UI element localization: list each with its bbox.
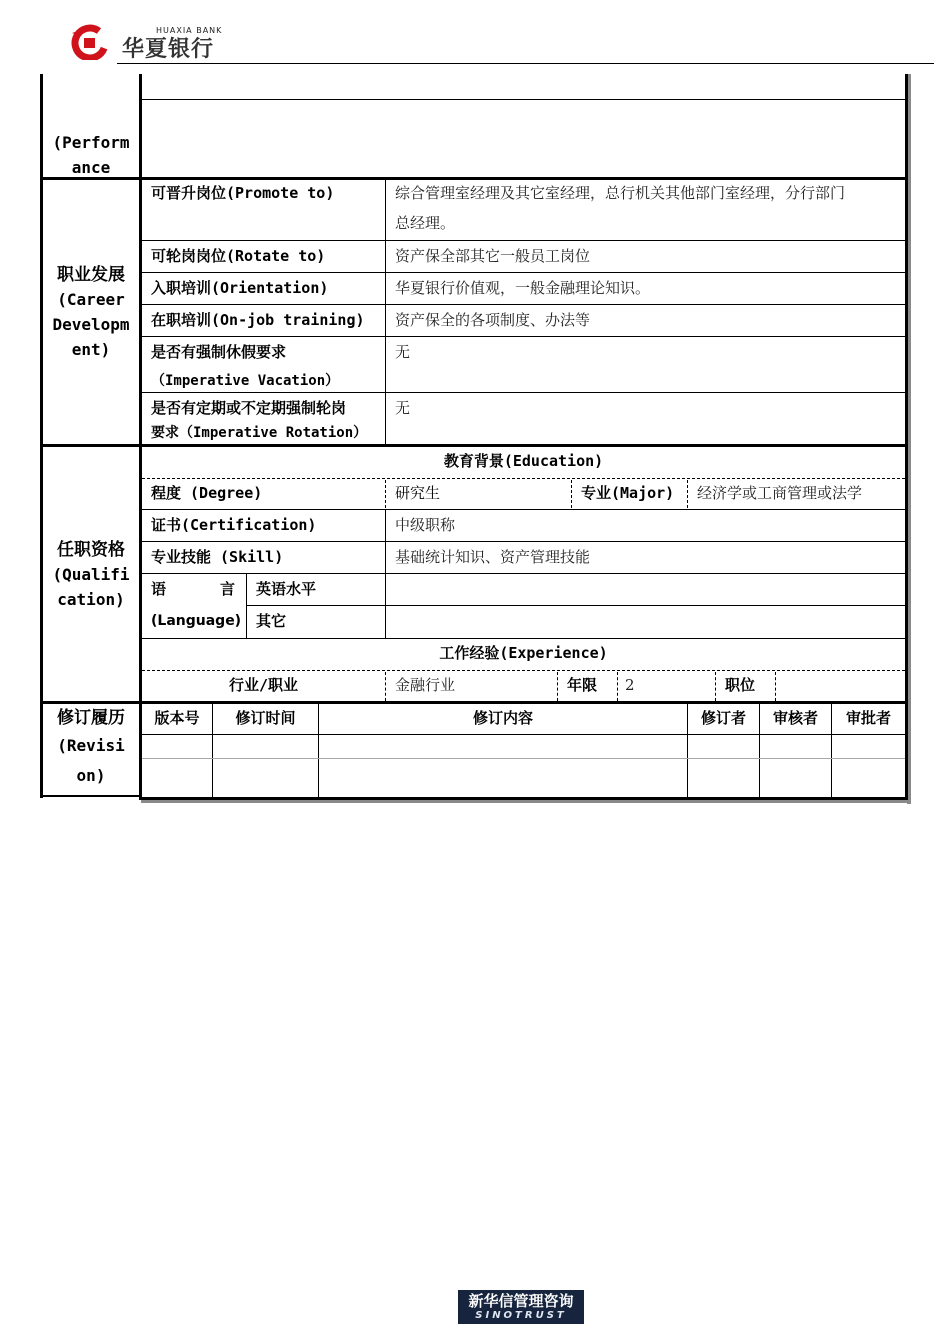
imperative-rotation-label-en: 要求（Imperative Rotation） (151, 425, 368, 441)
footer-logo-en: SINOTRUST (475, 1310, 567, 1321)
industry-value: 金融行业 (395, 676, 456, 694)
revision-section-label: 修订履历 (Revisi on) (57, 708, 125, 785)
rotate-to-label: 可轮岗岗位(Rotate to) (151, 247, 326, 265)
section-divider-1 (40, 177, 908, 180)
major-value: 经济学或工商管理或法学 (697, 484, 863, 502)
english-level-label: 英语水平 (256, 580, 317, 598)
degree-label: 程度 (Degree) (151, 484, 263, 502)
frame-right (905, 74, 908, 800)
promote-to-label: 可晋升岗位(Promote to) (151, 184, 335, 202)
degree-value: 研究生 (395, 484, 441, 502)
imperative-vacation-value: 无 (395, 343, 411, 361)
revision-col-version: 版本号 (154, 709, 200, 727)
orientation-label: 入职培训(Orientation) (151, 279, 329, 297)
frame-left (40, 74, 43, 798)
section-divider-2 (40, 444, 908, 447)
on-job-training-label: 在职培训(On-job training) (151, 311, 365, 329)
language-label-1b: 言 (220, 580, 236, 598)
qualification-section-label: 任职资格 (Qualifi cation) (52, 540, 130, 609)
experience-header: 工作经验(Experience) (439, 644, 608, 662)
sinotrust-logo (458, 1290, 584, 1324)
other-language-label: 其它 (256, 612, 287, 630)
logo-text-cn: 华夏银行 (122, 37, 215, 62)
imperative-rotation-value: 无 (395, 399, 411, 417)
rotate-to-value: 资产保全部其它一般员工岗位 (395, 247, 591, 265)
on-job-training-value: 资产保全的各项制度、办法等 (395, 311, 591, 329)
orientation-value: 华夏银行价值观，一般金融理论知识。 (395, 279, 651, 297)
promote-to-value-line2: 总经理。 (395, 214, 456, 232)
revision-col-approver: 审批者 (845, 709, 891, 727)
position-label: 职位 (725, 676, 756, 694)
revision-col-date: 修订时间 (235, 709, 296, 727)
logo-text-en: HUAXIA BANK (156, 26, 223, 35)
years-label: 年限 (567, 676, 598, 694)
imperative-vacation-label-en: （Imperative Vacation） (151, 373, 340, 389)
certification-value: 中级职称 (395, 516, 456, 534)
certification-label: 证书(Certification) (151, 516, 317, 534)
imperative-rotation-label: 是否有定期或不定期强制轮岗 (151, 399, 347, 417)
revision-label-bottom (40, 795, 142, 797)
years-value: 2 (625, 676, 635, 694)
industry-label: 行业/职业 (228, 676, 299, 694)
language-label-1a: 语 (151, 580, 167, 598)
footer-logo-cn: 新华信管理咨询 (468, 1292, 574, 1310)
major-label: 专业(Major) (581, 484, 675, 502)
revision-col-content: 修订内容 (472, 709, 533, 727)
revision-col-reviewer: 审核者 (772, 709, 818, 727)
skill-label: 专业技能 (Skill) (151, 548, 284, 566)
imperative-vacation-label: 是否有强制休假要求 (151, 343, 287, 361)
skill-value: 基础统计知识、资产管理技能 (395, 548, 591, 566)
promote-to-value-line1: 综合管理室经理及其它室经理，总行机关其他部门室经理，分行部门 (395, 184, 846, 202)
performance-section-label: (Perform ance (52, 133, 130, 177)
table-bottom (139, 797, 908, 800)
education-header: 教育背景(Education) (443, 452, 604, 470)
career-section-label: 职业发展 (Career Developm ent) (52, 265, 130, 359)
revision-col-reviser: 修订者 (700, 709, 746, 727)
language-label-2: (Language) (151, 613, 242, 629)
section-divider-3 (40, 701, 908, 704)
